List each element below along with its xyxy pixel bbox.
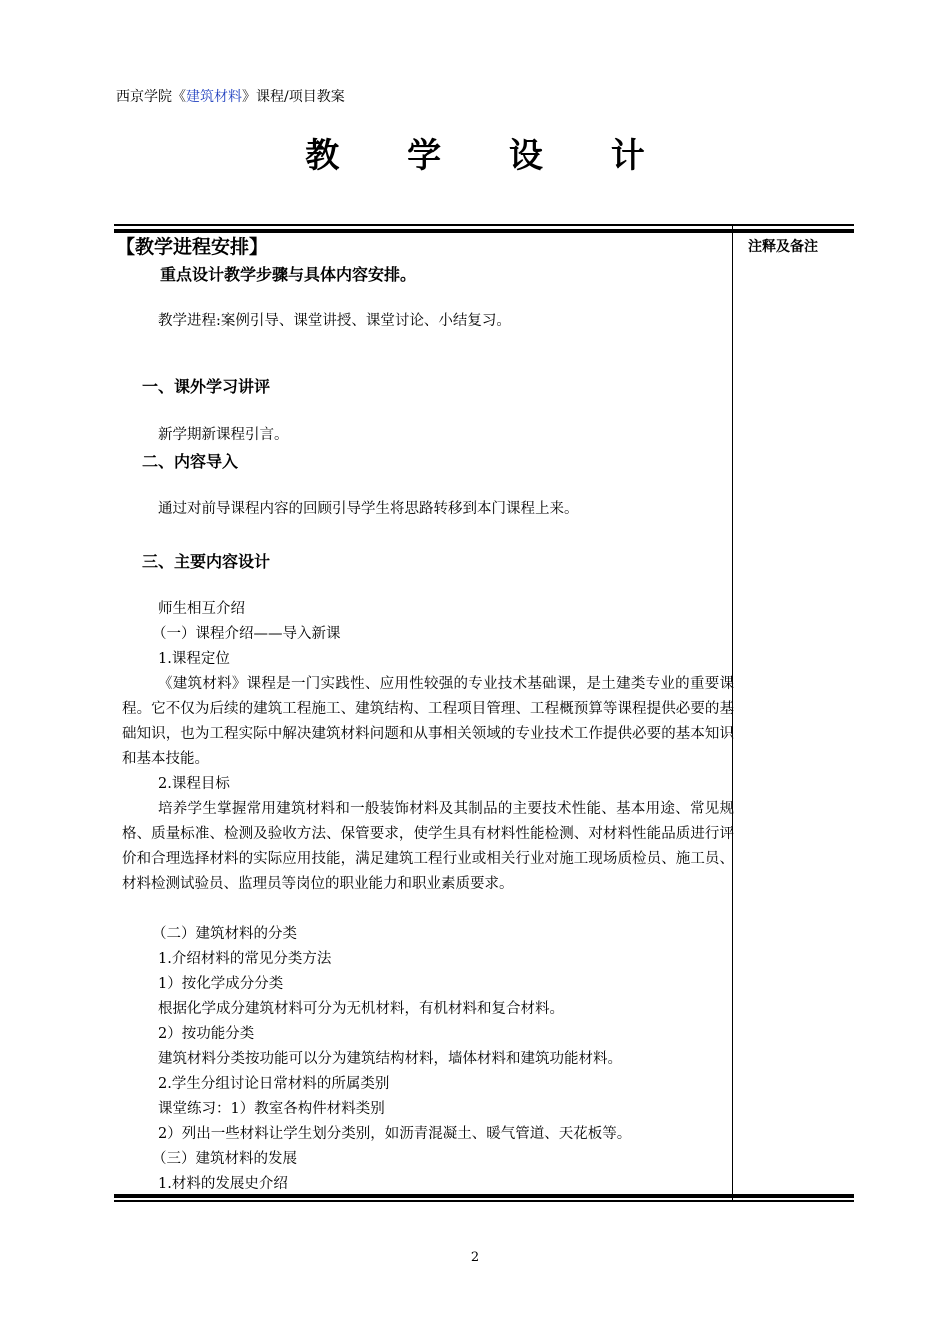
- list-item: 1.介绍材料的常见分类方法: [158, 951, 332, 967]
- list-item: 2.学生分组讨论日常材料的所属类别: [158, 1076, 390, 1092]
- list-item: 1）按化学成分分类: [158, 976, 284, 992]
- bottom-rule-thick: [114, 1194, 854, 1198]
- list-item: 课堂练习：1）教室各构件材料类别: [158, 1101, 385, 1117]
- page-number: 2: [470, 1250, 480, 1265]
- list-item: 2）列出一些材料让学生划分类别，如沥青混凝土、暖气管道、天花板等。: [158, 1126, 632, 1142]
- list-item: 2.课程目标: [158, 776, 230, 792]
- list-item: 1.课程定位: [158, 651, 230, 667]
- notes-column-label: 注释及备注: [748, 239, 818, 255]
- section-subheading: 重点设计教学步骤与具体内容安排。: [160, 265, 417, 284]
- introduction-text: 通过对前导课程内容的回顾引导学生将思路转移到本门课程上来。: [158, 501, 579, 517]
- teaching-progress: 教学进程:案例引导、课堂讲授、课堂讨论、小结复习。: [158, 313, 511, 329]
- page-header: [116, 86, 345, 106]
- list-item: 建筑材料分类按功能可以分为建筑结构材料，墙体材料和建筑功能材料。: [158, 1051, 622, 1067]
- list-item: （二）建筑材料的分类: [152, 926, 297, 942]
- list-item: 2）按功能分类: [158, 1026, 255, 1042]
- heading-main-content: 三、主要内容设计: [142, 552, 271, 571]
- heading-introduction: 二、内容导入: [142, 452, 239, 471]
- document-title: 教 学 设 计: [305, 136, 673, 176]
- section-heading: 【教学进程安排】: [116, 236, 269, 258]
- list-item: 1.材料的发展史介绍: [158, 1176, 288, 1192]
- heading-review: 一、课外学习讲评: [142, 377, 271, 396]
- list-item: （一）课程介绍——导入新课: [152, 626, 341, 642]
- review-text: 新学期新课程引言。: [158, 427, 289, 443]
- list-item: （三）建筑材料的发展: [152, 1151, 297, 1167]
- list-item: 师生相互介绍: [158, 601, 245, 617]
- course-goal-paragraph: 培养学生掌握常用建筑材料和一般装饰材料及其制品的主要技术性能、基本用途、常见规格、质量标准、检测及验收方法、保管要求，使学生具有材料性能检测、对材料性能品质进行评价和合理选择材料的实际应用技能，满足建筑工程行业或相关行业对施工现场质检员、施工员、材料检测试验员、监理员等岗位的职业能力和职业素质要求。: [122, 801, 734, 892]
- header-course-name: 建筑材料: [186, 89, 242, 105]
- list-item: 根据化学成分建筑材料可分为无机材料，有机材料和复合材料。: [158, 1001, 564, 1017]
- header-prefix: 西京学院《: [116, 89, 186, 105]
- header-suffix: 》课程/项目教案: [242, 89, 345, 105]
- bottom-rule-thin: [114, 1200, 854, 1202]
- top-rule-thin: [114, 224, 854, 226]
- course-positioning-paragraph: 《建筑材料》课程是一门实践性、应用性较强的专业技术基础课，是土建类专业的重要课程。它不仅为后续的建筑工程施工、建筑结构、工程项目管理、工程概预算等课程提供必要的基础知识，也为工程实际中解决建筑材料问题和从事相关领域的专业技术工作提供必要的基本知识和基本技能。: [122, 676, 734, 767]
